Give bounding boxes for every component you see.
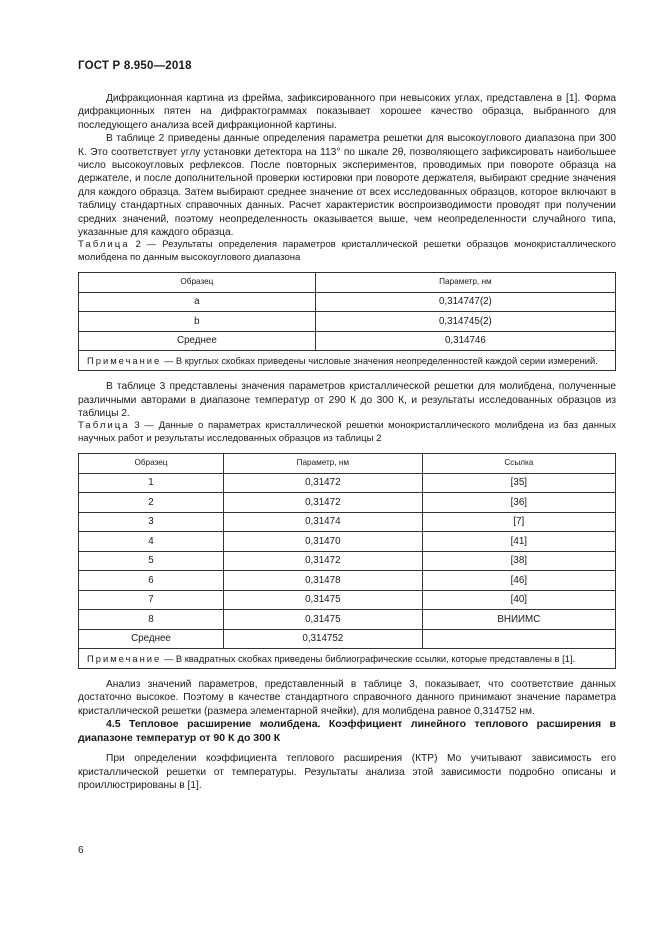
table2-caption: [78, 239, 616, 264]
table3-cell-parameter: 0,31475: [223, 590, 422, 610]
table-3: [78, 453, 616, 670]
table2-note: [79, 351, 616, 371]
table2-caption-label: Таблица: [78, 239, 130, 251]
page-content: [78, 92, 616, 793]
table2-cell-sample: Среднее: [79, 331, 316, 351]
table3-cell-reference: [40]: [422, 590, 615, 610]
paragraph-table2-intro: В таблице 2 приведены данные определения параметра решетки для высокоуглового диапазона при 300 К. Это соответствует углу установки детектора на 113° по шкале 2θ, позволяющего зафиксировать наибольшее число высокоугловых рефлексов. После повторных экспериментов, проводимых при повороте образца на держателе, и после дополнительной проверки юстировки при повороте держателя, выбирают средние значения для каждого образца. Затем выбирают среднее значение от всех исследованных образцов, которое включают в таблицу стандартных справочных данных. Расчет характеристик воспроизводимости проводят при получении средних значений, поэтому неопределенность оказывается выше, чем неопределенности случайного типа, указанные для каждого образца.: [78, 133, 616, 239]
table-row: [79, 532, 616, 552]
table2-note-text: — В круглых скобках приведены числовые значения неопределенностей каждой серии измерений.: [161, 355, 598, 367]
paragraph-analysis: Анализ значений параметров, представленный в таблице 3, показывает, что соответствие данных достаточно высокое. Поэтому в качестве стандартного справочного данного принимают значение параметра кристаллической решетки (размера элементарной ячейки), для молибдена равное 0,314752 нм.: [78, 679, 616, 717]
table3-cell-sample: 7: [79, 590, 224, 610]
table3-cell-reference: [7]: [422, 512, 615, 532]
table-row: [79, 629, 616, 649]
paragraph-ktr: При определении коэффициента теплового расширения (КТР) Мо учитывают зависимость его кристаллической решетки от температуры. Результаты анализа этой зависимости подробно описаны и проиллюстрированы в [1].: [78, 753, 616, 792]
table3-cell-parameter: 0,31475: [223, 610, 422, 630]
table3-cell-reference: [35]: [422, 473, 615, 493]
table3-note: [79, 649, 616, 669]
table3-cell-parameter: 0,31472: [223, 473, 422, 493]
table3-header-parameter: Параметр, нм: [223, 453, 422, 473]
table-row: [79, 292, 616, 312]
table-row: [79, 610, 616, 630]
table2-header-row: [79, 272, 616, 292]
table3-note-row: [79, 649, 616, 669]
table3-cell-sample: 6: [79, 571, 224, 591]
table3-cell-reference: [46]: [422, 571, 615, 591]
table2-note-row: [79, 351, 616, 371]
table2-header-sample: Образец: [79, 272, 316, 292]
table-2: [78, 272, 616, 372]
table3-header-row: [79, 453, 616, 473]
table3-cell-parameter: 0,31478: [223, 571, 422, 591]
table3-cell-sample: 2: [79, 493, 224, 513]
table3-cell-reference: [422, 629, 615, 649]
table2-cell-parameter: 0,314746: [315, 331, 615, 351]
table-row: [79, 493, 616, 513]
table-row: [79, 590, 616, 610]
table2-cell-sample: a: [79, 292, 316, 312]
table3-header-reference: Ссылка: [422, 453, 615, 473]
table3-cell-parameter: 0,31472: [223, 493, 422, 513]
page-number: 6: [78, 845, 84, 856]
paragraph-table3-intro: В таблице 3 представлены значения параметров кристаллической решетки для молибдена, полученные различными авторами в диапазоне температур от 290 К до 300 К, и результаты исследованных образцов из таблицы 2.: [78, 381, 616, 419]
table3-cell-reference: [38]: [422, 551, 615, 571]
table3-note-text: — В квадратных скобках приведены библиографические ссылки, которые представлены в [1].: [161, 653, 576, 665]
table3-cell-sample: Среднее: [79, 629, 224, 649]
table-row: [79, 331, 616, 351]
table2-caption-text: 2 — Результаты определения параметров кристаллической решетки образцов монокристаллического молибдена по данным высокоуглового диапазона: [78, 239, 616, 264]
table3-cell-sample: 5: [79, 551, 224, 571]
table3-cell-parameter: 0,31470: [223, 532, 422, 552]
table-row: [79, 551, 616, 571]
table3-cell-reference: [41]: [422, 532, 615, 552]
table3-cell-reference: ВНИИМС: [422, 610, 615, 630]
table2-cell-parameter: 0,314745(2): [315, 312, 615, 332]
paragraph-diffraction: Дифракционная картина из фрейма, зафиксированного при невысоких углах, представлена в [1]. Форма дифракционных пятен на дифрактограммах показывает хорошее качество образца, выбранного для последующего анализа всей дифракционной картины.: [78, 93, 616, 131]
table-row: [79, 512, 616, 532]
table3-cell-sample: 3: [79, 512, 224, 532]
document-header: ГОСТ Р 8.950—2018: [78, 60, 192, 72]
table2-note-label: Примечание: [87, 355, 162, 367]
table2-cell-parameter: 0,314747(2): [315, 292, 615, 312]
table3-caption: [78, 420, 616, 445]
table3-cell-parameter: 0,31472: [223, 551, 422, 571]
table3-cell-sample: 4: [79, 532, 224, 552]
table3-cell-sample: 8: [79, 610, 224, 630]
table3-caption-label: Таблица: [78, 420, 130, 432]
table-row: [79, 312, 616, 332]
table3-cell-parameter: 0,314752: [223, 629, 422, 649]
table3-caption-text: 3 — Данные о параметрах кристаллической решетки монокристаллического молибдена из баз данных научных работ и результаты исследованных образцов из таблицы 2: [78, 420, 616, 444]
table-row: [79, 473, 616, 493]
table3-cell-parameter: 0,31474: [223, 512, 422, 532]
table3-cell-sample: 1: [79, 473, 224, 493]
table-row: [79, 571, 616, 591]
table3-note-label: Примечание: [87, 653, 162, 665]
table2-header-parameter: Параметр, нм: [315, 272, 615, 292]
section-title-4-5: 4.5 Тепловое расширение молибдена. Коэффициент линейного теплового расширения в диапазоне температур от 90 К до 300 К: [78, 718, 616, 744]
table3-cell-reference: [36]: [422, 493, 615, 513]
table3-header-sample: Образец: [79, 453, 224, 473]
table2-cell-sample: b: [79, 312, 316, 332]
